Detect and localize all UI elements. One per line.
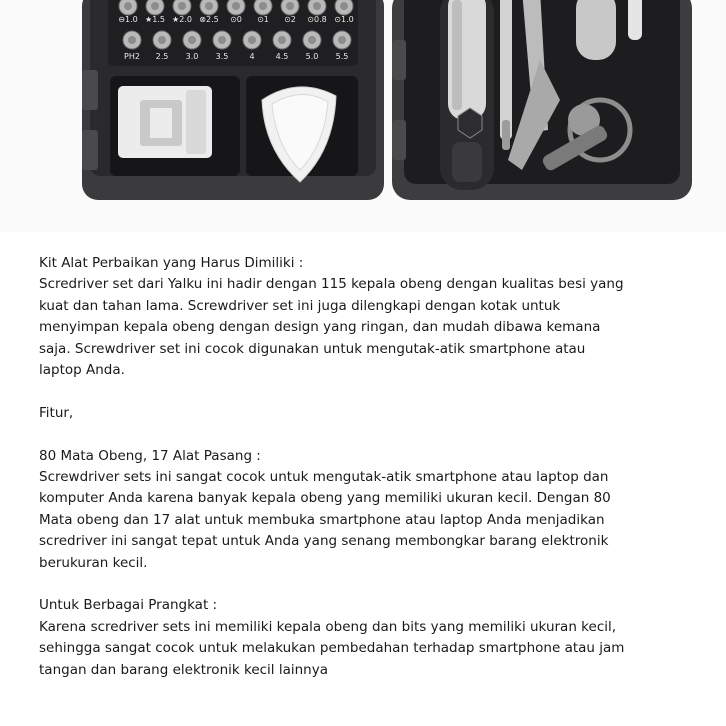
bit-size-label: ⊙0.8: [307, 15, 327, 24]
bit-holder-block: [118, 86, 212, 158]
bit-tip: [124, 2, 132, 10]
bit-size-label: ⊙0: [230, 15, 242, 24]
bit-size-label: 3.5: [215, 52, 229, 61]
bit-tip: [340, 2, 348, 10]
bit-size-label: 4: [249, 52, 255, 61]
bit-labels-row-1: [118, 15, 353, 24]
bit-size-label: ★2.0: [172, 15, 192, 24]
bit-tip: [286, 2, 294, 10]
paragraph-line: Karena scredriver sets ini memiliki kepala obeng dan bits yang memiliki ukuran kecil,: [39, 618, 617, 635]
bit-size-label: ★1.5: [145, 15, 165, 24]
bit-tip: [158, 36, 166, 44]
bit-tip: [218, 36, 226, 44]
bit-tip: [338, 36, 346, 44]
section-heading: 80 Mata Obeng, 17 Alat Pasang :: [39, 447, 261, 464]
product-description: [39, 253, 699, 681]
bit-size-label: ⊙2: [284, 15, 296, 24]
bit-size-label: 2.5: [155, 52, 169, 61]
paragraph-line: Screwdriver sets ini sangat cocok untuk mengutak-atik smartphone atau laptop dan: [39, 469, 609, 486]
bit-tip: [151, 2, 159, 10]
bit-size-label: ⊙1: [257, 15, 269, 24]
bit-tip: [278, 36, 286, 44]
bit-row-1: [119, 0, 353, 15]
bit-size-label: 4.5: [275, 52, 289, 61]
features-label: Fitur,: [39, 404, 74, 421]
bit-tip: [232, 2, 240, 10]
bit-tip: [178, 2, 186, 10]
bit-size-label: 5.0: [305, 52, 319, 61]
paragraph-line: menyimpan kepala obeng dengan design yang ringan, dan mudah dibawa kemana: [39, 319, 601, 336]
bit-size-label: ⊙1.0: [334, 15, 354, 24]
bit-size-label: 3.0: [185, 52, 199, 61]
bit-tip: [248, 36, 256, 44]
screwdriver-kit-image: [0, 0, 726, 232]
paragraph-line: saja. Screwdriver set ini cocok digunakan untuk mengutak-atik smartphone atau: [39, 340, 586, 357]
section-heading: Kit Alat Perbaikan yang Harus Dimiliki :: [39, 255, 304, 271]
paragraph-line: komputer Anda karena banyak kepala obeng yang memiliki ukuran kecil. Dengan 80: [39, 490, 611, 507]
bit-size-label: ⊗2.5: [199, 15, 219, 24]
bit-size-label: PH2: [124, 52, 140, 61]
left-case: [82, 0, 384, 200]
bit-size-label: 5.5: [335, 52, 349, 61]
bit-tip: [205, 2, 213, 10]
right-case: [392, 0, 692, 200]
bit-tip: [188, 36, 196, 44]
bit-tip: [259, 2, 267, 10]
paragraph-line: Mata obeng dan 17 alat untuk membuka smartphone atau laptop Anda menjadikan: [39, 511, 605, 528]
section-heading: Untuk Berbagai Prangkat :: [39, 597, 218, 614]
paragraph-line: berukuran kecil.: [39, 554, 148, 571]
bit-tip: [313, 2, 321, 10]
bit-tip: [128, 36, 136, 44]
paragraph-line: Scredriver set dari Yalku ini hadir dengan 115 kepala obeng dengan kualitas besi yang: [39, 276, 624, 293]
screwdriver-handle: [440, 0, 494, 190]
product-photo: [0, 0, 726, 232]
paragraph-line: scredriver ini sangat tepat untuk Anda yang senang membongkar barang elektronik: [39, 533, 609, 550]
paragraph-line: kuat dan tahan lama. Screwdriver set ini juga dilengkapi dengan kotak untuk: [39, 297, 561, 314]
bit-tip: [308, 36, 316, 44]
paragraph-line: tangan dan barang elektronik kecil lainnya: [39, 661, 328, 678]
paragraph-line: laptop Anda.: [39, 362, 125, 379]
bit-size-label: ⊖1.0: [118, 15, 138, 24]
paragraph-line: sehingga sangat cocok untuk melakukan pembedahan terhadap smartphone atau jam: [39, 640, 625, 657]
